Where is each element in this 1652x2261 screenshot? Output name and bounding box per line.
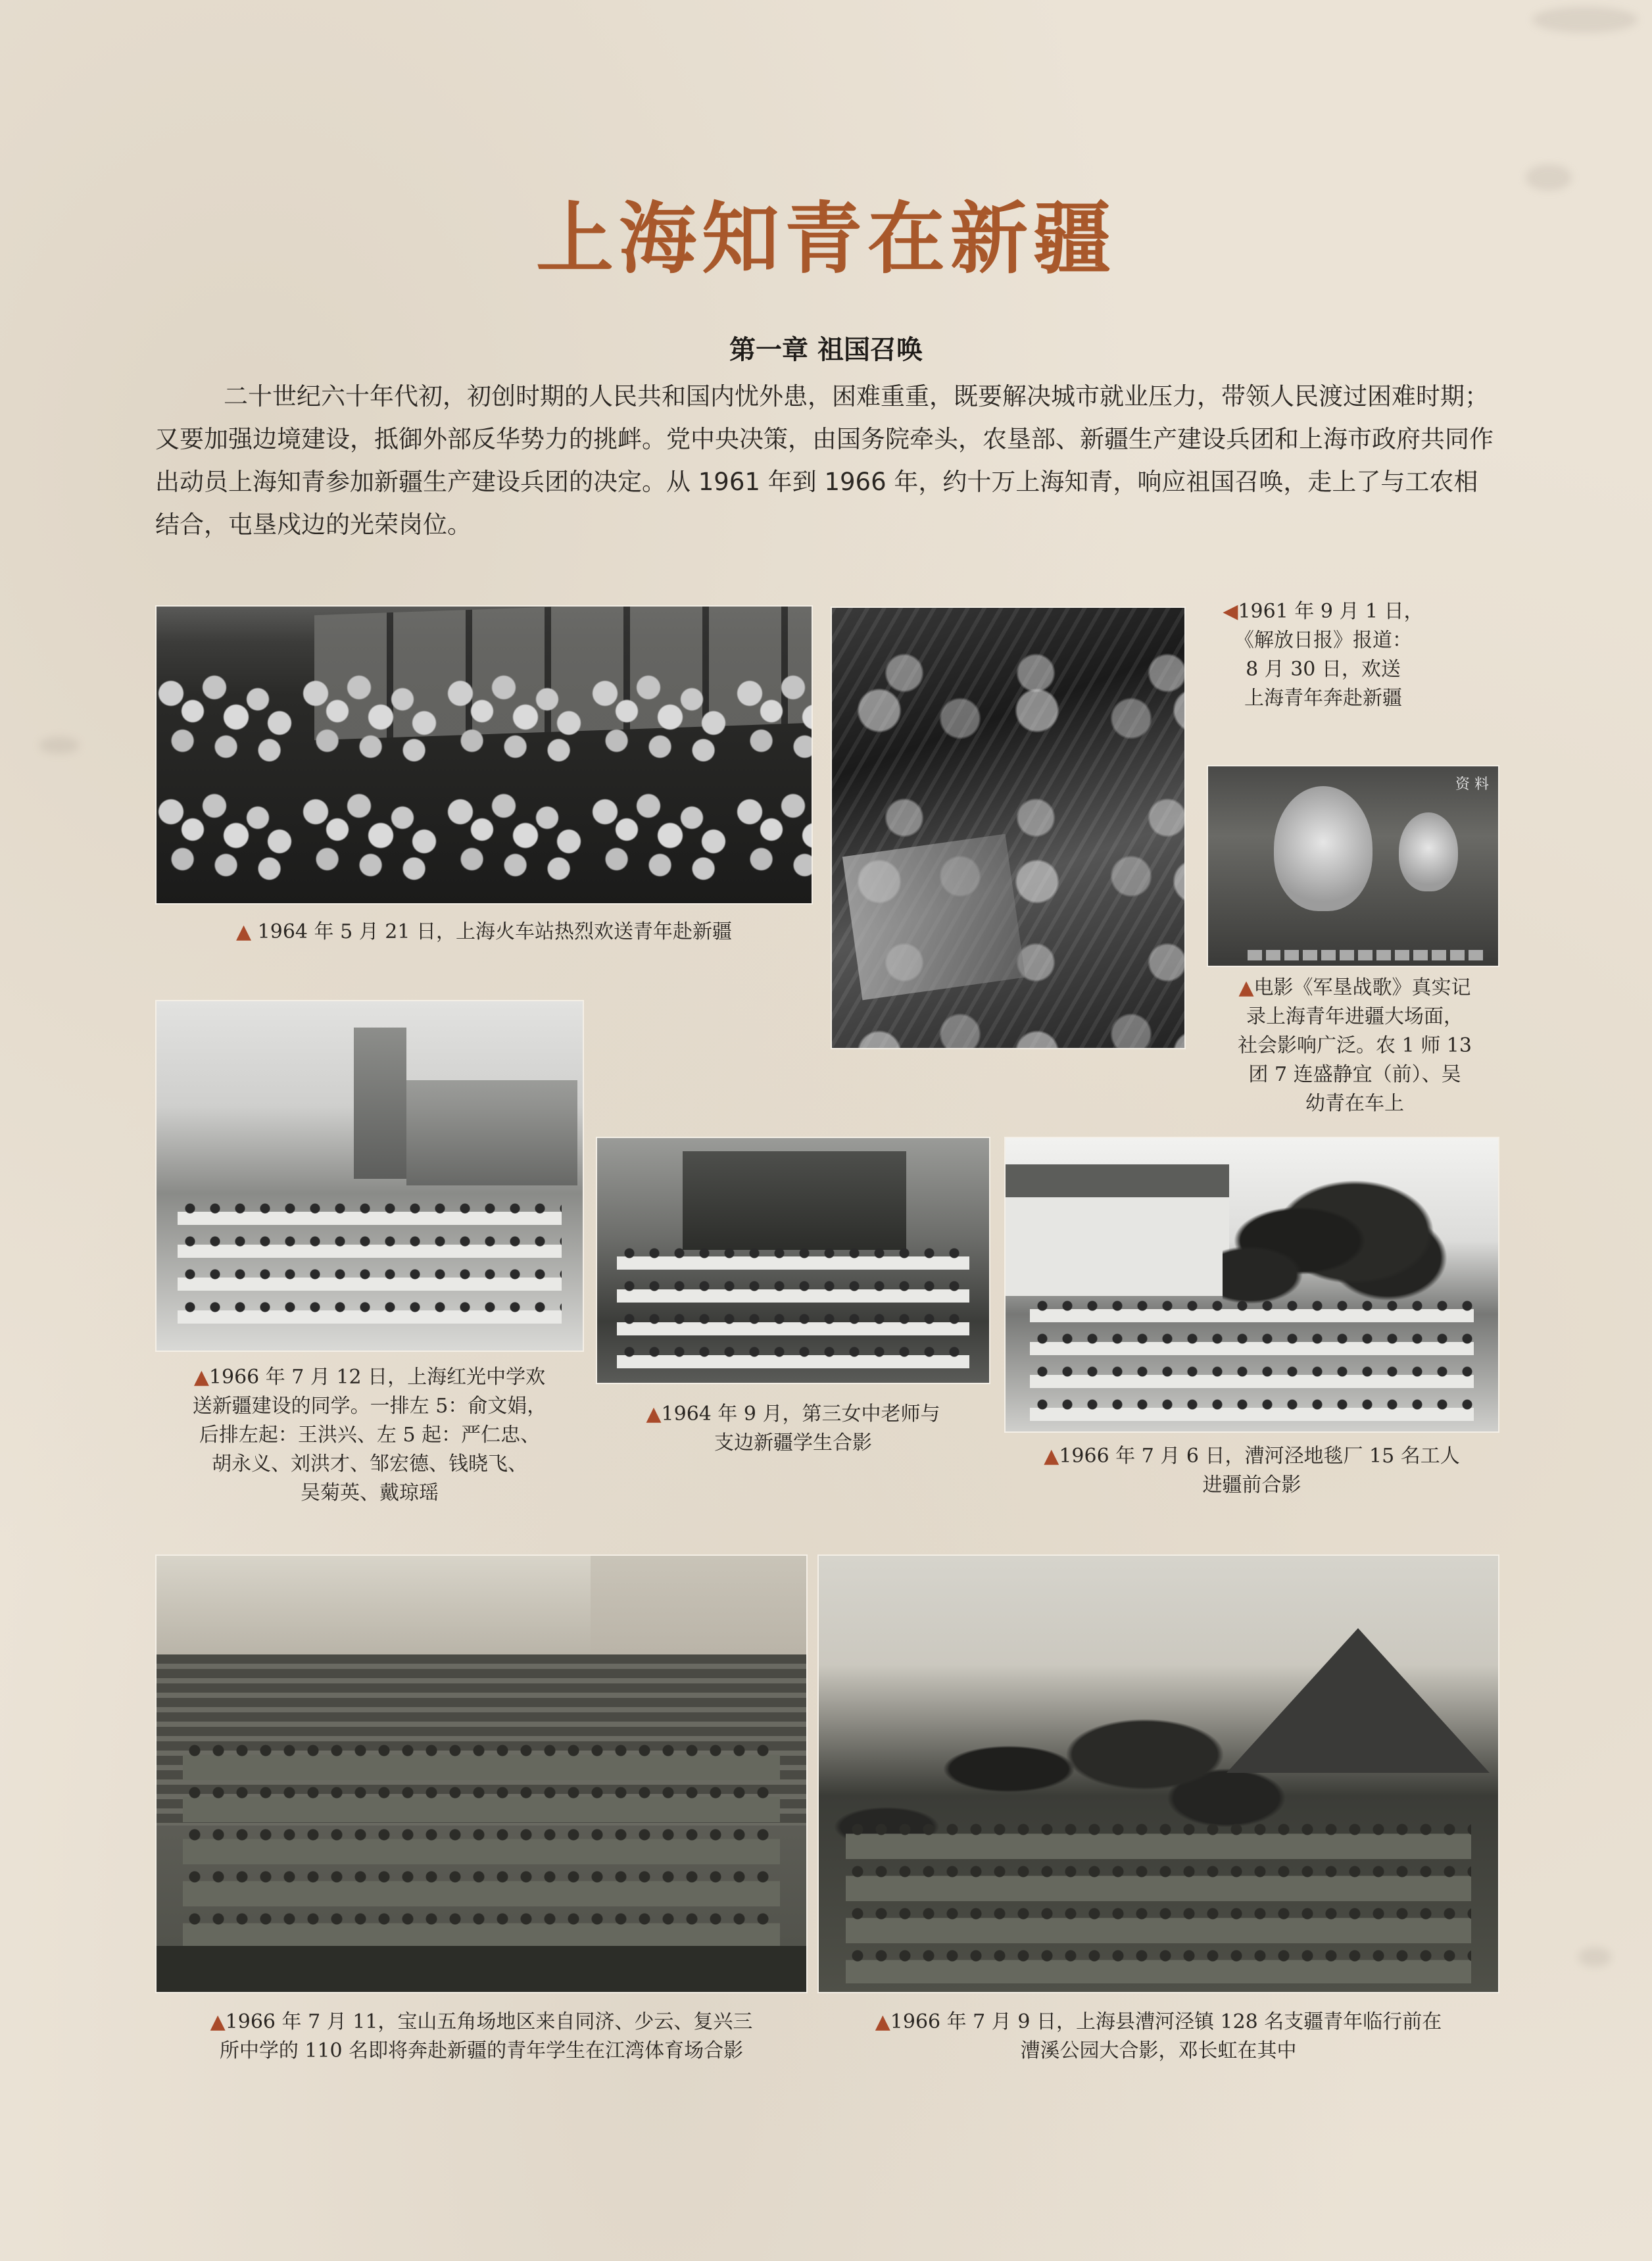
caption-caoxi-park: ▲1966 年 7 月 9 日，上海县漕河泾镇 128 名支疆青年临行前在 漕溪公园大合影，邓长虹在其中 xyxy=(875,2010,1442,2062)
page-title: 上海知青在新疆 xyxy=(535,193,1116,284)
caption-hongguang: ▲1966 年 7 月 12 日，上海红光中学欢 送新疆建设的同学。一排左 5：俞文娟， 后排左起：王洪兴、左 5 起：严仁忠、 胡永义、刘洪才、邹宏德、钱晓飞、 吴菊英、戴琼瑶 xyxy=(192,1366,547,1504)
triangle-up-icon: ▲ xyxy=(1238,976,1254,999)
caption-carpet-factory: ▲1966 年 7 月 6 日，漕河泾地毯厂 15 名工人 进疆前合影 xyxy=(1044,1445,1460,1497)
chapter-heading: 第一章 祖国召唤 xyxy=(729,335,923,365)
intro-paragraph: 二十世纪六十年代初，初创时期的人民共和国内忧外患，困难重重，既要解决城市就业压力，带领人民渡过困难时期；又要加强边境建设，抵御外部反华势力的挑衅。党中央决策，由国务院牵头，农垦部、新疆生产建设兵团和上海市政府共同作出动员上海知青参加新疆生产建设兵团的决定。从 1961 年到 1966 年，约十万上海知青，响应祖国召唤，走上了与工农相结合，屯垦戍边的光荣岗位。 xyxy=(155,382,1494,539)
photo-third-girls-school xyxy=(596,1137,990,1384)
photo-hongguang-school xyxy=(155,1000,584,1352)
triangle-up-icon: ▲ xyxy=(210,2010,226,2033)
caption-station: ▲ 1964 年 5 月 21 日，上海火车站热烈欢送青年赴新疆 xyxy=(236,920,732,943)
caption-jiangwan: ▲1966 年 7 月 11，宝山五角场地区来自同济、少云、复兴三 所中学的 110 名即将奔赴新疆的青年学生在江湾体育场合影 xyxy=(210,2010,753,2062)
photo-newspaper-report xyxy=(831,607,1186,1049)
photo-station-crowd xyxy=(155,605,813,905)
caption-third-girls: ▲1964 年 9 月，第三女中老师与 支边新疆学生合影 xyxy=(646,1403,940,1454)
triangle-up-icon: ▲ xyxy=(875,2010,890,2033)
photo-carpet-factory xyxy=(1004,1137,1499,1433)
photo-jiangwan-stadium xyxy=(155,1554,808,1993)
caption-newspaper: ◀1961 年 9 月 1 日， 《解放日报》报道： 8 月 30 日，欢送 上海青年奔赴新疆 xyxy=(1223,600,1424,710)
caption-film: ▲电影《军垦战歌》真实记 录上海青年进疆大场面， 社会影响广泛。农 1 师 13 团 7 连盛静宜（前）、吴 幼青在车上 xyxy=(1238,976,1472,1115)
triangle-up-icon: ▲ xyxy=(1044,1445,1059,1468)
photo-caoxi-park xyxy=(817,1554,1499,1993)
triangle-up-icon: ▲ xyxy=(193,1366,209,1389)
triangle-up-icon: ▲ xyxy=(236,920,252,943)
photo-film-still: 资 料 xyxy=(1207,765,1499,967)
triangle-up-icon: ▲ xyxy=(646,1403,662,1426)
triangle-left-icon: ◀ xyxy=(1223,600,1238,623)
